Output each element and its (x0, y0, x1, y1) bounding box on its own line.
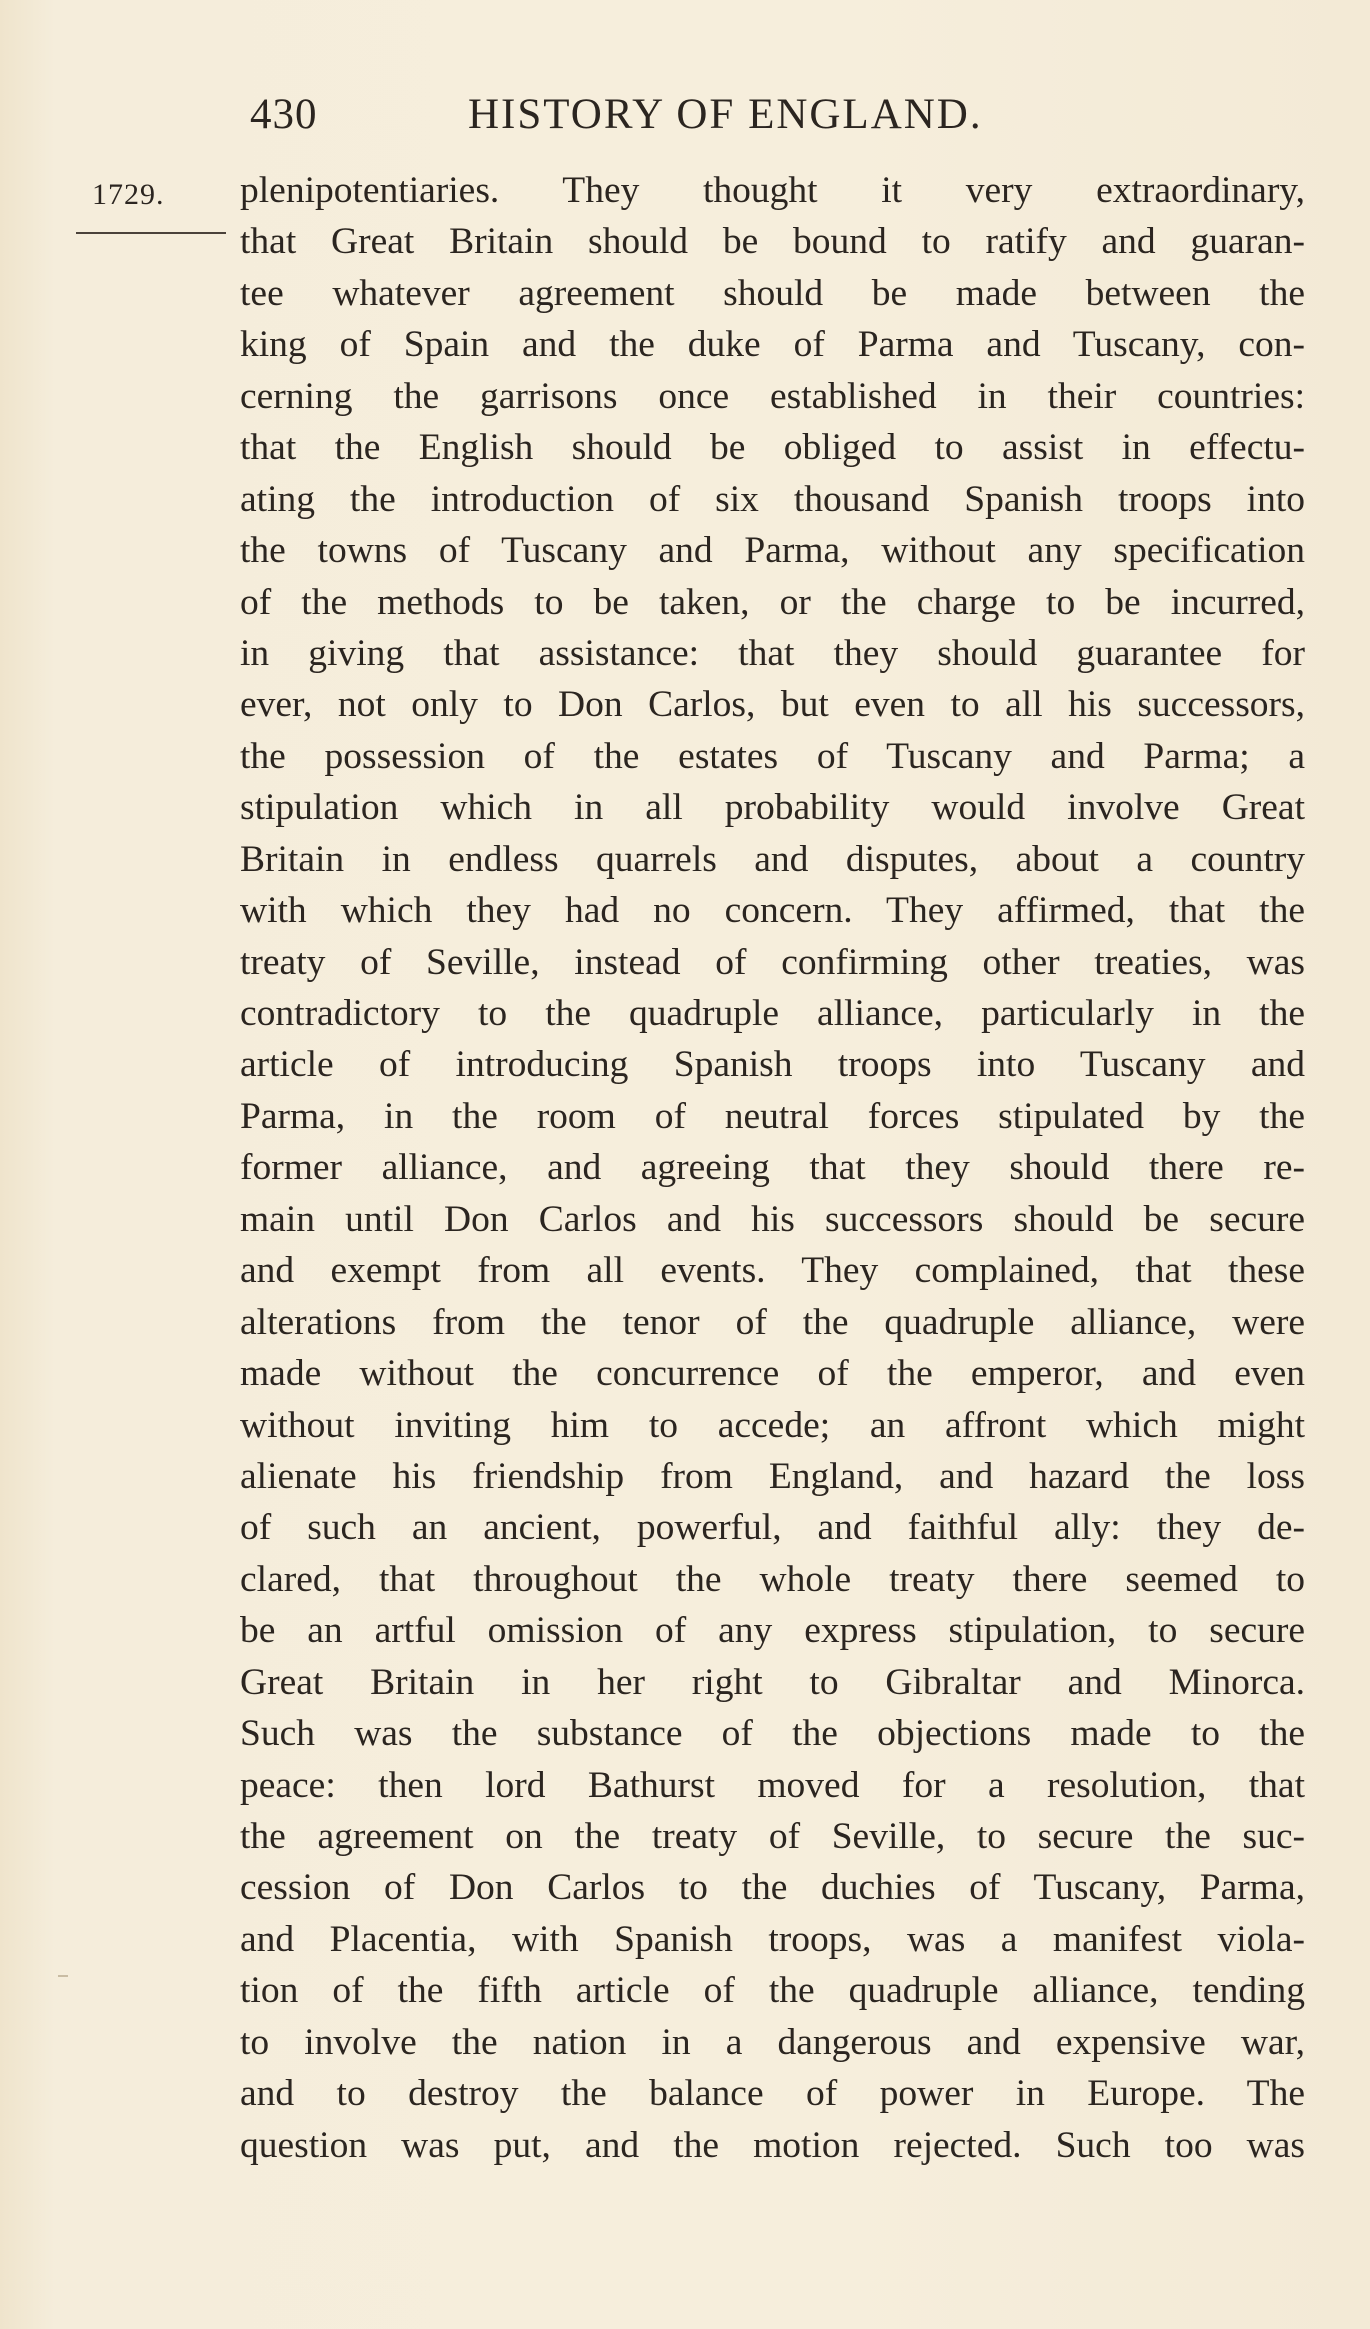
text-line: Parma, in the room of neutral forces stipulated by the (240, 1095, 1305, 1137)
text-line: be an artful omission of any express stipulation, to secure (240, 1610, 1305, 1652)
text-line: with which they had no concern. They affirmed, that the (240, 890, 1305, 932)
text-line: article of introducing Spanish troops into Tuscany and (240, 1044, 1305, 1086)
text-line: tee whatever agreement should be made between the (240, 272, 1305, 314)
text-line: ever, not only to Don Carlos, but even to all his successors, (240, 684, 1305, 726)
text-line: that Great Britain should be bound to ratify and guaran- (240, 221, 1305, 263)
page-number: 430 (250, 91, 318, 138)
text-line: made without the concurrence of the emperor, and even (240, 1353, 1305, 1395)
text-line: cession of Don Carlos to the duchies of Tuscany, Parma, (240, 1867, 1305, 1909)
text-line: without inviting him to accede; an affront which might (240, 1404, 1305, 1446)
text-line: and to destroy the balance of power in Europe. The (240, 2073, 1305, 2115)
text-line: Such was the substance of the objections made to the (240, 1713, 1305, 1755)
paper-mark (58, 1975, 68, 1977)
text-line: contradictory to the quadruple alliance, particularly in the (240, 993, 1305, 1034)
text-line: of the methods to be taken, or the charge to be incurred, (240, 581, 1305, 623)
text-line: king of Spain and the duke of Parma and Tuscany, con- (240, 324, 1305, 366)
text-line: the possession of the estates of Tuscany and Parma; a (240, 735, 1305, 777)
text-line: to involve the nation in a dangerous and expensive war, (240, 2021, 1305, 2063)
margin-rule (76, 232, 226, 234)
text-line: alterations from the tenor of the quadruple alliance, were (240, 1301, 1305, 1343)
text-line: question was put, and the motion rejected. Such too was (240, 2124, 1305, 2166)
text-line: treaty of Seville, instead of confirming other treaties, was (240, 941, 1305, 983)
text-line: peace: then lord Bathurst moved for a resolution, that (240, 1764, 1305, 1806)
text-line: tion of the fifth article of the quadruple alliance, tending (240, 1970, 1305, 2012)
text-line: Britain in endless quarrels and disputes, about a country (240, 838, 1305, 880)
text-line: in giving that assistance: that they should guarantee for (240, 632, 1305, 674)
text-line: plenipotentiaries. They thought it very extraordinary, (240, 170, 1305, 211)
text-line: and exempt from all events. They complained, that these (240, 1250, 1305, 1292)
text-line: that the English should be obliged to assist in effectu- (240, 427, 1305, 469)
text-line: former alliance, and agreeing that they should there re- (240, 1147, 1305, 1189)
page-title: HISTORY OF ENGLAND. (468, 91, 983, 138)
margin-year-note: 1729. (92, 178, 165, 211)
running-head (240, 90, 1070, 150)
text-line: of such an ancient, powerful, and faithful ally: they de- (240, 1507, 1305, 1549)
text-line: cerning the garrisons once established in their countries: (240, 375, 1305, 417)
text-line: stipulation which in all probability would involve Great (240, 787, 1305, 829)
body-text (240, 165, 1305, 2171)
text-line: main until Don Carlos and his successors should be secure (240, 1198, 1305, 1240)
text-line: clared, that throughout the whole treaty there seemed to (240, 1558, 1305, 1600)
text-line: alienate his friendship from England, and hazard the loss (240, 1455, 1305, 1497)
text-line: and Placentia, with Spanish troops, was a manifest viola- (240, 1918, 1305, 1960)
text-line: Great Britain in her right to Gibraltar and Minorca. (240, 1661, 1305, 1703)
text-line: the towns of Tuscany and Parma, without any specification (240, 530, 1305, 572)
text-line: ating the introduction of six thousand Spanish troops into (240, 478, 1305, 520)
text-line: the agreement on the treaty of Seville, to secure the suc- (240, 1816, 1305, 1857)
